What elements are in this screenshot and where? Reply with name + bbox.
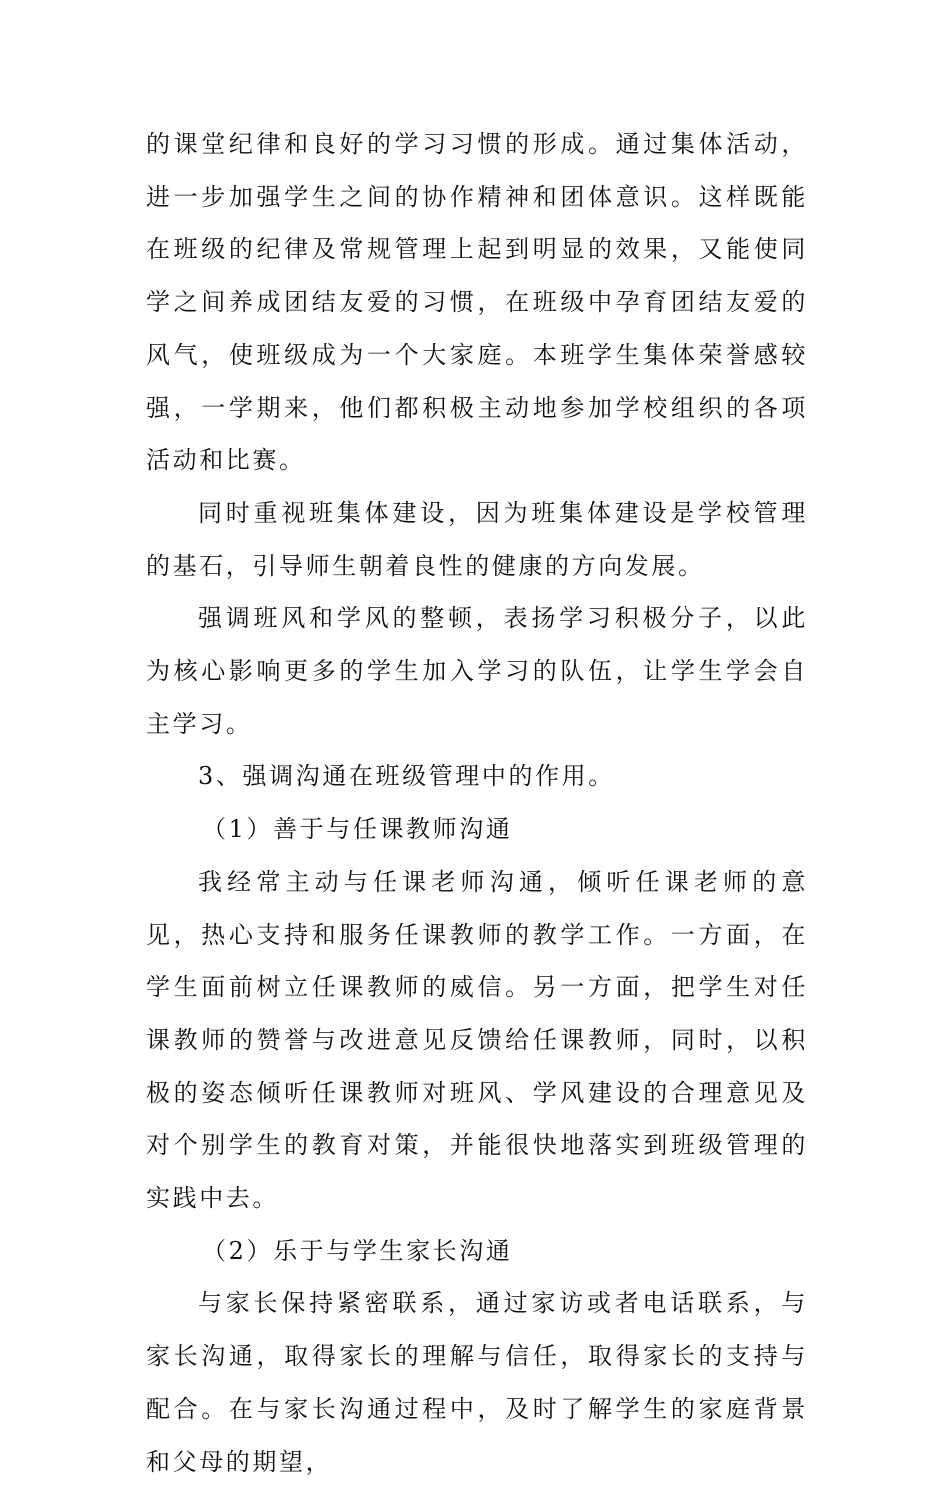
document-page bbox=[146, 118, 808, 1488]
paragraph-teacher-communication: 我经常主动与任课老师沟通，倾听任课老师的意见，热心支持和服务任课教师的教学工作。一方面，在学生面前树立任课教师的威信。另一方面，把学生对任课教师的赞誉与改进意见反馈给任课教师，同时，以积极的姿态倾听任课教师对班风、学风建设的合理意见及对个别学生的教育对策，并能很快地落实到班级管理的实践中去。 bbox=[146, 867, 808, 1213]
paragraph-class-style: 强调班风和学风的整顿，表扬学习积极分子，以此为核心影响更多的学生加入学习的队伍，让学生学会自主学习。 bbox=[146, 604, 808, 738]
subheading-parent-communication: （2）乐于与学生家长沟通 bbox=[202, 1236, 513, 1265]
section-heading-communication: 3、强调沟通在班级管理中的作用。 bbox=[198, 762, 615, 791]
paragraph-class-building: 同时重视班集体建设，因为班集体建设是学校管理的基石，引导师生朝着良性的健康的方向发展。 bbox=[146, 498, 808, 580]
paragraph-continuation: 的课堂纪律和良好的学习习惯的形成。通过集体活动，进一步加强学生之间的协作精神和团体意识。这样既能在班级的纪律及常规管理上起到明显的效果，又能使同学之间养成团结友爱的习惯，在班级中孕育团结友爱的风气，使班级成为一个大家庭。本班学生集体荣誉感较强，一学期来，他们都积极主动地参加学校组织的各项活动和比赛。 bbox=[146, 130, 808, 475]
subheading-teacher-communication: （1）善于与任课教师沟通 bbox=[202, 815, 513, 844]
paragraph-parent-communication: 与家长保持紧密联系，通过家访或者电话联系，与家长沟通，取得家长的理解与信任，取得家长的支持与配合。在与家长沟通过程中，及时了解学生的家庭背景和父母的期望， bbox=[146, 1289, 808, 1476]
